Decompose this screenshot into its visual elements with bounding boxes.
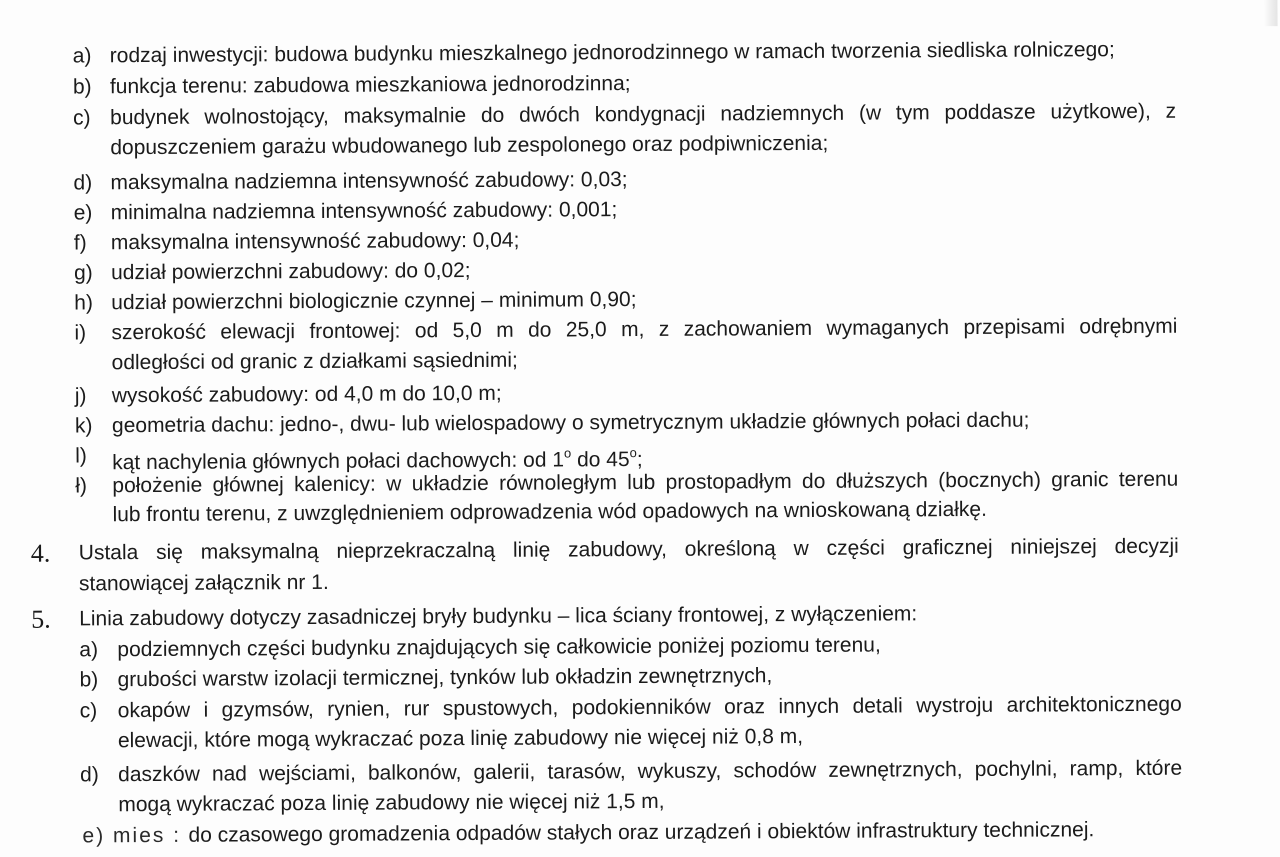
item-label: l) (75, 444, 87, 468)
item-label: d) (73, 171, 93, 195)
item-label: e) (73, 201, 93, 225)
item-text: grubości warstw izolacji termicznej, tynków lub okładzin zewnętrznych, (117, 664, 773, 692)
degree-superscript: o (563, 445, 572, 461)
point-text: stanowiącej załącznik nr 1. (78, 570, 329, 596)
item-text: okapów i gzymsów, rynien, rur spustowych, podokienników oraz innych detali wystroju architektonicznego (117, 692, 1182, 723)
point-text: Linia zabudowy dotyczy zasadniczej bryły budynku – lica ściany frontowej, z wyłączeniem: (79, 602, 918, 631)
item-text: dopuszczeniem garażu wbudowanego lub zespolonego oraz podpiwniczenia; (110, 131, 829, 160)
item-text: maksymalna nadziemna intensywność zabudowy: 0,03; (110, 168, 628, 195)
text-part: kąt nachylenia głównych połaci dachowych: od 1 (112, 448, 565, 475)
list-item (0, 161, 1278, 195)
list-item (0, 34, 1278, 68)
item-text: udział powierzchni biologicznie czynnej – minimum 0,90; (111, 288, 637, 315)
item-text: odległości od granic z działkami sąsiednimi; (111, 348, 518, 375)
numbered-point (1, 597, 1280, 634)
item-label: c) (79, 699, 98, 723)
item-text: rodzaj inwestycji: budowa budynku mieszkalnego jednorodzinnego w ramach tworzenia siedliska rolniczego; (109, 38, 1115, 68)
item-text: minimalna nadziemna intensywność zabudowy: 0,001; (110, 198, 618, 225)
item-label: a) (79, 638, 99, 662)
scan-edge (1263, 0, 1277, 26)
point-number: 4. (30, 538, 51, 568)
item-text: maksymalna intensywność zabudowy: 0,04; (110, 228, 520, 255)
item-label: b) (79, 668, 99, 692)
item-label: d) (80, 763, 99, 787)
text-part: ; (636, 447, 643, 472)
item-label: i) (74, 321, 87, 345)
item-text: elewacji, które mogą wykraczać poza linię zabudowy nie więcej niż 0,8 m, (117, 725, 804, 753)
item-label: g) (73, 261, 93, 285)
item-label: b) (72, 75, 92, 99)
item-text: mogą wykraczać poza linię zabudowy nie więcej niż 1,5 m, (118, 789, 665, 817)
item-label: j) (74, 384, 87, 408)
item-text: podziemnych części budynku znajdujących się całkowicie poniżej poziomu terenu, (117, 633, 881, 662)
item-text: położenie głównej kalenicy: w układzie równoległym lub prostopadłym do dłuższych (bocznych) granic terenu (112, 467, 1179, 498)
item-text: do czasowego gromadzenia odpadów stałych oraz urządzeń i obiektów infrastruktury technicznej. (188, 818, 1095, 847)
point-number: 5. (31, 604, 51, 634)
item-text: daszków nad wejściami, balkonów, galerii, tarasów, wykuszy, schodów zewnętrznych, pochylni, ramp, które (118, 756, 1183, 787)
item-text: budynek wolnostojący, maksymalnie do dwóch kondygnacji nadziemnych (w tym poddasze użytkowe), z (110, 99, 1177, 130)
item-label: f) (73, 231, 87, 255)
item-text: lub frontu terenu, z uwzględnieniem odprowadzenia wód opadowych na wnioskowaną działkę. (112, 497, 987, 527)
numbered-point (1, 531, 1280, 568)
degree-superscript: o (629, 445, 637, 461)
item-label: k) (74, 414, 93, 438)
item-text: udział powierzchni zabudowy: do 0,02; (110, 259, 471, 285)
item-text: geometria dachu: jedno-, dwu- lub wielospadowy o symetrycznym układzie głównych połaci dachu; (111, 408, 1030, 438)
item-label: a) (72, 44, 92, 68)
text-part: do 45 (571, 448, 630, 472)
item-label: h) (74, 291, 93, 315)
item-text: wysokość zabudowy: od 4,0 m do 10,0 m; (111, 381, 502, 408)
item-text: funkcja terenu: zabudowa mieszkaniowa jednorodzinna; (109, 72, 631, 99)
item-text: szerokość elewacji frontowej: od 5,0 m do 25,0 m, z zachowaniem wymaganych przepisami odrębnymi (111, 314, 1178, 345)
cut-off-fragment: e) mies : (82, 823, 182, 848)
item-label: c) (73, 106, 91, 130)
point-text: Ustala się maksymalną nieprzekraczalną linię zabudowy, określoną w części graficznej niniejszej decyzji (78, 534, 1179, 565)
item-label: ł) (75, 474, 88, 498)
